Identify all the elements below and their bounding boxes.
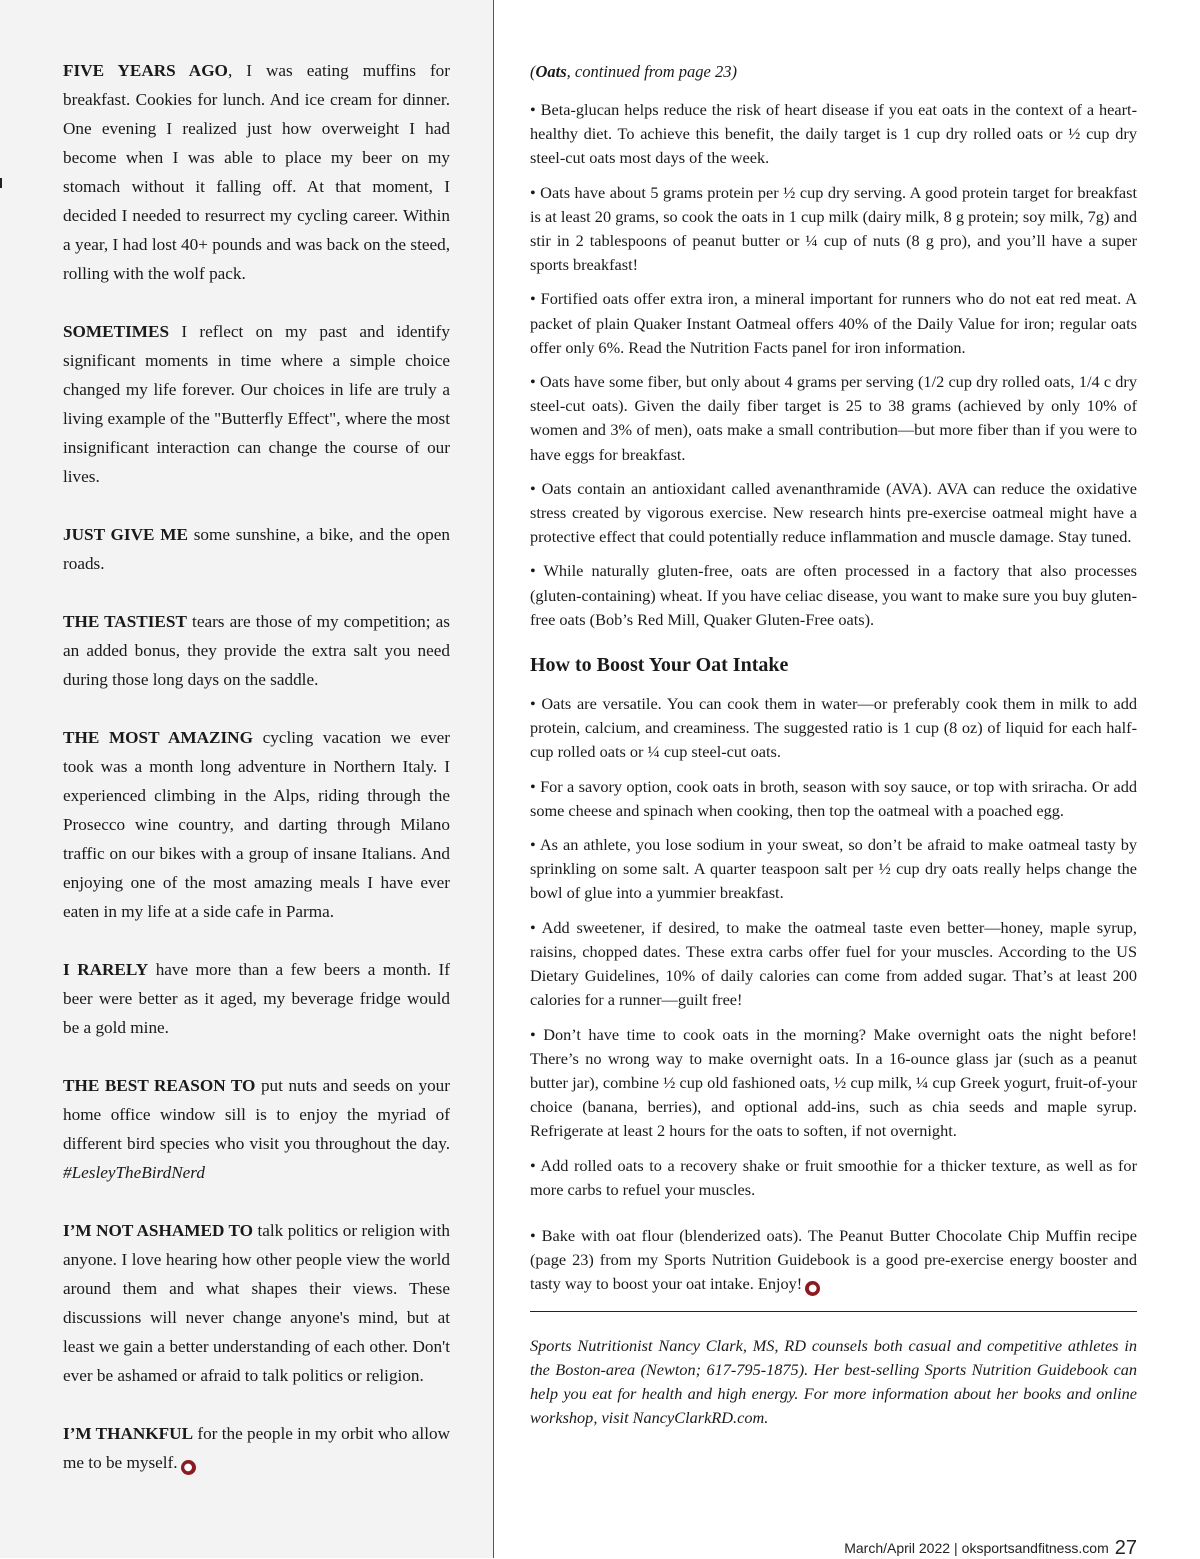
page-number: 27 xyxy=(1114,1537,1137,1559)
bike-logo-icon: ● xyxy=(181,1460,196,1475)
paragraph-not-ashamed xyxy=(63,1216,450,1390)
paragraph-lead: SOMETIMES xyxy=(63,322,170,341)
paragraph-i-rarely xyxy=(63,955,450,1042)
divider xyxy=(530,1311,1137,1312)
oat-tip-bullet: • Don’t have time to cook oats in the morning? Make overnight oats the night before! There’s no wrong way to make overnight oats. In a 16-ounce glass jar (such as a peanut butter jar), combine ½ cup old fashioned oats, ½ cup milk, ¼ cup Greek yogurt, fruit-of-your choice (banana, berries), and optional add-ins, such as chia seeds and maple syrup. Refrigerate at least 2 hours for the oats to soften, if not overnight. xyxy=(530,1024,1137,1141)
paragraph-five-years-ago xyxy=(63,56,450,288)
hashtag: #LesleyTheBirdNerd xyxy=(63,1163,205,1182)
paragraph-sometimes xyxy=(63,317,450,491)
paragraph-the-tastiest xyxy=(63,607,450,694)
paragraph-text: , I was eating muffins for breakfast. Cookies for lunch. And ice cream for dinner. One evening I realized just how overweight I had become when I was able to place my beer on my stomach without it falling off. At that moment, I decided I needed to resurrect my cycling career. Within a year, I had lost 40+ pounds and was back on the steed, rolling with the wolf pack. xyxy=(63,61,450,283)
paragraph-thankful xyxy=(63,1419,450,1477)
footer-separator: | xyxy=(954,1540,958,1556)
oat-tip-bullet: • For a savory option, cook oats in broth, season with soy sauce, or top with sriracha. Or add some cheese and spinach when cooking, then top the oatmeal with a poached egg. xyxy=(530,776,1137,820)
continued-text: , continued from page 23) xyxy=(566,62,737,81)
paragraph-lead: THE TASTIEST xyxy=(63,612,187,631)
paragraph-lead: I’M NOT ASHAMED TO xyxy=(63,1221,254,1240)
page-edge-mark xyxy=(0,178,2,188)
author-bio: Sports Nutritionist Nancy Clark, MS, RD counsels both casual and competitive athletes in the Boston-area (Newton; 617-795-1875). Her best-selling Sports Nutrition Guidebook can help you eat for health and high energy. For more information about her books and online workshop, visit NancyClarkRD.com. xyxy=(530,1335,1137,1428)
oat-fact-bullet: • Oats contain an antioxidant called avenanthramide (AVA). AVA can reduce the oxidative stress created by vigorous exercise. New research hints pre-exercise oatmeal might have a protective effect that could potentially reduce inflammation and muscle damage. Stay tuned. xyxy=(530,478,1137,547)
page-footer xyxy=(844,1537,1137,1559)
oat-tip-bullet: • Oats are versatile. You can cook them in water—or preferably cook them in milk to add protein, calcium, and creaminess. The suggested ratio is 1 cup (8 oz) of liquid for each half-cup rolled oats or ¼ cup steel-cut oats. xyxy=(530,694,1137,762)
continued-note: (Oats, continued from page 23) xyxy=(530,62,737,81)
paragraph-lead: THE BEST REASON TO xyxy=(63,1076,256,1095)
paragraph-lead: FIVE YEARS AGO xyxy=(63,61,228,80)
paragraph-text: for the people in my orbit who allow me to be myself. xyxy=(63,1424,450,1472)
oat-tip-bullet: • As an athlete, you lose sodium in your sweat, so don’t be afraid to make oatmeal tasty by sprinkling on some salt. A quarter teaspoon salt per ½ cup dry oats really helps change the bowl of glue into a yummier breakfast. xyxy=(530,835,1137,903)
paragraph-text: tears are those of my competition; as an added bonus, they provide the extra salt you need during those long days on the saddle. xyxy=(63,612,450,689)
paragraph-lead: JUST GIVE ME xyxy=(63,525,188,544)
bike-logo-icon: ● xyxy=(805,1281,820,1296)
paragraph-just-give-me xyxy=(63,520,450,578)
paragraph-most-amazing xyxy=(63,723,450,926)
right-column xyxy=(530,60,1137,1430)
oat-tip-bullet: • Add sweetener, if desired, to make the oatmeal taste even better—honey, maple syrup, raisins, chopped dates. These extra carbs offer fuel for your muscles. According to the US Dietary Guidelines, 10% of daily calories can come from added sugar. That’s at least 200 calories for a runner—guilt free! xyxy=(530,917,1137,1010)
paragraph-best-reason xyxy=(63,1071,450,1187)
paragraph-text: I reflect on my past and identify significant moments in time where a simple choice changed my life forever. Our choices in life are truly a living example of the "Butterfly Effect", where the most insignificant interaction can change the course of our lives. xyxy=(63,322,450,486)
paragraph-text: talk politics or religion with anyone. I love hearing how other people view the world around them and what shapes their views. These discussions will never change anyone's mind, but at least we gain a better understanding of each other. Don't ever be ashamed or afraid to talk politics or religion. xyxy=(63,1221,450,1385)
paragraph-lead: THE MOST AMAZING xyxy=(63,728,253,747)
paragraph-lead: I’M THANKFUL xyxy=(63,1424,194,1443)
oat-fact-bullet: • While naturally gluten-free, oats are often processed in a factory that also processes (gluten-containing) wheat. If you have celiac disease, you want to make sure you buy gluten-free oats (Bob’s Red Mill, Quaker Gluten-Free oats). xyxy=(530,561,1137,629)
website-link[interactable]: oksportsandfitness.com xyxy=(961,1540,1109,1556)
oat-tip-bullet: • Add rolled oats to a recovery shake or fruit smoothie for a thicker texture, as well as for more carbs to refuel your muscles. xyxy=(530,1155,1137,1199)
paragraph-text: cycling vacation we ever took was a month long adventure in Northern Italy. I experienced climbing in the Alps, riding through the Prosecco wine country, and darting through Milano traffic on our bikes with a group of insane Italians. And enjoying one of the most amazing meals I have ever eaten in my life at a side cafe in Parma. xyxy=(63,728,450,921)
paragraph-text: have more than a few beers a month. If beer were better as it aged, my beverage fridge would be a gold mine. xyxy=(63,960,450,1037)
paragraph-text: some sunshine, a bike, and the open roads. xyxy=(63,525,450,573)
section-heading: How to Boost Your Oat Intake xyxy=(530,654,789,677)
left-column-text xyxy=(63,56,450,1506)
oat-fact-bullet: • Oats have about 5 grams protein per ½ cup dry serving. A good protein target for breakfast is at least 20 grams, so cook the oats in 1 cup milk (dairy milk, 8 g protein; soy milk, 7g) and stir in 2 tablespoons of peanut butter or ¼ cup of nuts (8 g pro), and you’ll have a super sports breakfast! xyxy=(530,182,1137,275)
paragraph-text: put nuts and seeds on your home office window sill is to enjoy the myriad of different bird species who visit you throughout the day. xyxy=(63,1076,450,1153)
continued-title: Oats xyxy=(535,62,567,81)
issue-date: March/April 2022 xyxy=(844,1540,951,1556)
oat-fact-bullet: • Beta-glucan helps reduce the risk of heart disease if you eat oats in the context of a heart-healthy diet. To achieve this benefit, the daily target is 1 cup dry rolled oats or ½ cup dry steel-cut oats most days of the week. xyxy=(530,100,1137,168)
oat-fact-bullet: • Fortified oats offer extra iron, a mineral important for runners who do not eat red meat. A packet of plain Quaker Instant Oatmeal offers 40% of the Daily Value for iron; regular oats offer only 6%. Read the Nutrition Facts panel for iron information. xyxy=(530,289,1137,357)
oat-tip-bullet-last xyxy=(530,1224,1137,1297)
paragraph-lead: I RARELY xyxy=(63,960,149,979)
left-column xyxy=(0,0,494,1558)
oat-fact-bullet: • Oats have some fiber, but only about 4 grams per serving (1/2 cup dry rolled oats, 1/4 c dry steel-cut oats). Given the daily fiber target is 25 to 38 grams (achieved by only 10% of women and 3% of men), oats make a small contribution—but more fiber than if you were to have eggs for breakfast. xyxy=(530,372,1137,464)
oat-tip-text: • Bake with oat flour (blenderized oats). The Peanut Butter Chocolate Chip Muffin recipe (page 23) from my Sports Nutrition Guidebook is a good pre-exercise energy booster and tasty way to boost your oat intake. Enjoy! xyxy=(530,1225,1137,1294)
